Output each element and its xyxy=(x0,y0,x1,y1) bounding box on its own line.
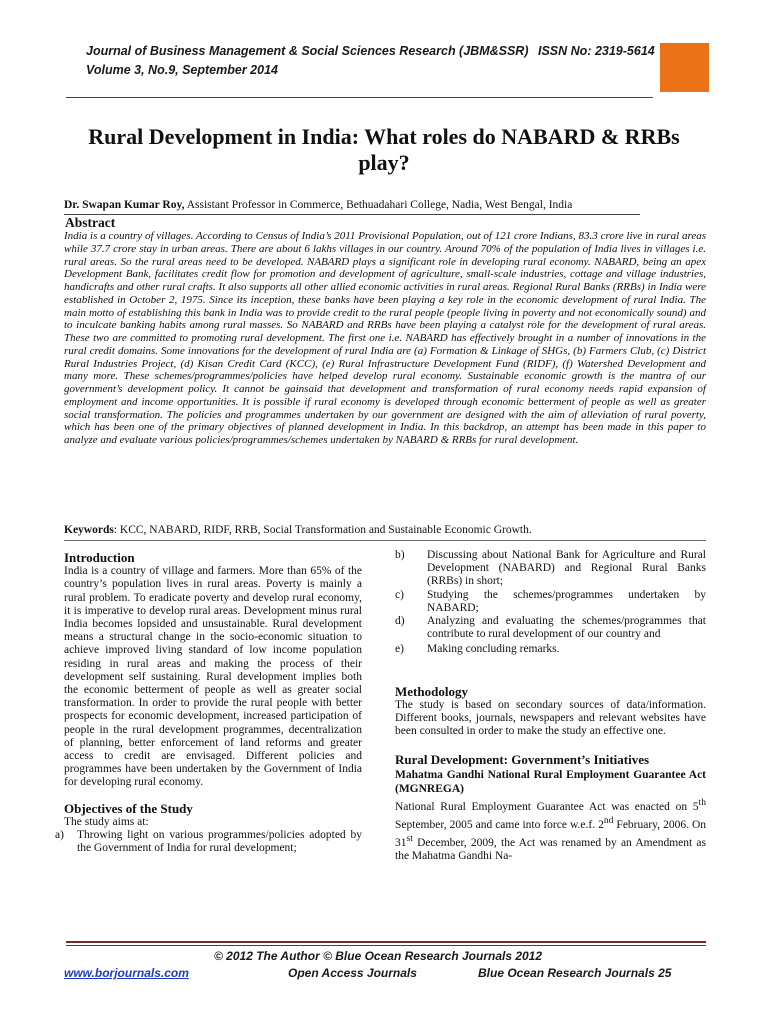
author-divider xyxy=(64,214,640,215)
keywords-label: Keywords xyxy=(64,524,114,536)
footer-divider-thin xyxy=(66,945,706,946)
objective-label: a) xyxy=(55,829,64,842)
objective-label: e) xyxy=(395,643,404,656)
objective-label: b) xyxy=(395,549,405,561)
author-name: Dr. Swapan Kumar Roy, xyxy=(64,199,185,211)
keywords-divider xyxy=(64,540,706,541)
article-title: Rural Development in India: What roles do NABARD & RRBs play? xyxy=(88,124,680,175)
publisher-page-number: Blue Ocean Research Journals 25 xyxy=(478,966,672,980)
objective-text: Throwing light on various programmes/policies adopted by the Government of India for rural development; xyxy=(77,829,362,855)
objective-text: Discussing about National Bank for Agriculture and Rural Development (NABARD) and Regional Rural Banks (RRBs) in short; xyxy=(427,549,706,588)
objective-label: c) xyxy=(395,588,404,601)
introduction-text: India is a country of village and farmers. More than 65% of the country’s population lives in rural areas. Poverty is mainly a rural problem. To eradicate poverty and develop rural economy, it is imperative to develop rural areas. Development minus rural India becomes lopsided and unsustainable. Rural development means a structural change in the socio-economic situation to achieve improved living standard of low income population residing in rural areas and making the process of their development self sustaining. Rural development implies both the economic betterment of people as well as greater social transformation. In order to provide the rural people with better prospects for economic development, increased participation of people in the rural development programmes, decentralization of planning, better enforcement of land reforms and greater access to credit are envisaged. Different policies and programmes have been undertaken by the Government of India for developing rural economy. xyxy=(64,565,362,789)
open-access-label: Open Access Journals xyxy=(288,966,417,980)
website-link[interactable]: www.borjournals.com xyxy=(64,966,189,980)
issn-number: ISSN No: 2319-5614 xyxy=(538,44,655,58)
author-affiliation: Assistant Professor in Commerce, Bethuadahari College, Nadia, West Bengal, India xyxy=(184,199,573,211)
journal-accent-block xyxy=(660,43,709,92)
header-divider xyxy=(66,97,653,98)
volume-info: Volume 3, No.9, September 2014 xyxy=(86,63,278,77)
methodology-heading: Methodology xyxy=(395,683,468,699)
left-column xyxy=(55,550,362,855)
objective-item-a xyxy=(55,829,362,855)
mgnrega-heading: Mahatma Gandhi National Rural Employment Guarantee Act (MGNREGA) xyxy=(395,769,706,795)
objective-item-e xyxy=(395,643,706,656)
author-line xyxy=(64,199,704,211)
footer-divider xyxy=(66,941,706,943)
objectives-heading: Objectives of the Study xyxy=(64,800,193,816)
abstract-heading: Abstract xyxy=(65,215,116,230)
keywords xyxy=(64,524,706,536)
objective-item-c xyxy=(395,589,706,615)
methodology-text: The study is based on secondary sources of data/information. Different books, journals, newspapers and relevant websites have been consulted in order to make the study an effective one. xyxy=(395,698,706,738)
objective-item-b xyxy=(395,549,706,589)
introduction-heading: Introduction xyxy=(64,550,135,565)
objectives-intro: The study aims at: xyxy=(64,815,149,828)
journal-name: Journal of Business Management & Social Sciences Research (JBM&SSR) xyxy=(86,44,529,58)
right-column xyxy=(395,549,706,863)
objective-text: Studying the schemes/programmes undertaken by NABARD; xyxy=(427,588,706,614)
objective-label: d) xyxy=(395,615,405,628)
objective-text: Making concluding remarks. xyxy=(427,643,560,656)
objective-text: Analyzing and evaluating the schemes/programmes that contribute to rural development of our country and xyxy=(427,615,706,641)
keywords-list: : KCC, NABARD, RIDF, RRB, Social Transformation and Sustainable Economic Growth. xyxy=(113,524,532,536)
abstract-text: India is a country of villages. According to Census of India’s 2011 Provisional Population, out of 121 crore Indians, 83.3 crore live in rural areas while 37.7 crore stay in urban areas. There are about 6 lakhs villages in our country. Around 70% of the population of India lives in villages i.e. rural areas. So the rural areas need to be developed. NABARD plays a significant role in developing rural economy. NABARD, being an apex Development Bank, facilitates credit flow for promotion and development of agriculture, small-scale industries, cottage and village industries, handicrafts and other rural crafts. It also supports all other allied economic activities in rural areas. Regional Rural Banks (RRBs) in India were established in October 2, 1975. Since its inception, these banks have been playing a key role in the economic development of rural India. The main motto of establishing this bank in India was to provide credit to the rural people (people living in poverty and not economically sound) and to inculcate banking habits among rural masses. So NABARD and RRBs have been playing a catalyst role for the development of rural areas. These two are committed to promoting rural development. The first one i.e. NABARD has effectively brought in a number of innovations in the rural credit domains. Some innovations for the development of rural India are (a) Formation & Linkage of SHGs, (b) Farmers Club, (c) District Rural Industries Project, (d) Kisan Credit Card (KCC), (e) Rural Infrastructure Development Fund (RIDF), (f) Watershed Development and many more. These schemes/programmes/policies have helped develop rural economy. Sustainable economic growth is the mantra of our government’s development policy. It cannot be gainsaid that development and transformation of rural economy needs rapid expansion of employment and income opportunities. It is possible if rural economy is developed through economic betterment of people as well as greater social transformation. The policies and programmes undertaken by our government are designed with the aim of alleviation of rural poverty, which has been one of the primary objectives of planned development in India. In this backdrop, an attempt has been made in this paper to analyze and evaluate various policies/programmes/schemes undertaken by NABARD & RRBs for rural development. xyxy=(64,230,706,446)
objective-item-d xyxy=(395,615,706,641)
copyright-notice: © 2012 The Author © Blue Ocean Research Journals 2012 xyxy=(214,949,543,963)
mgnrega-text: National Rural Employment Guarantee Act was enacted on 5th September, 2005 and came into force w.e.f. 2nd February, 2006. On 31st December, 2009, the Act was renamed by an Amendment as the Mahatma Gandhi Na- xyxy=(395,796,706,862)
rural-development-heading: Rural Development: Government’s Initiatives xyxy=(395,752,650,768)
